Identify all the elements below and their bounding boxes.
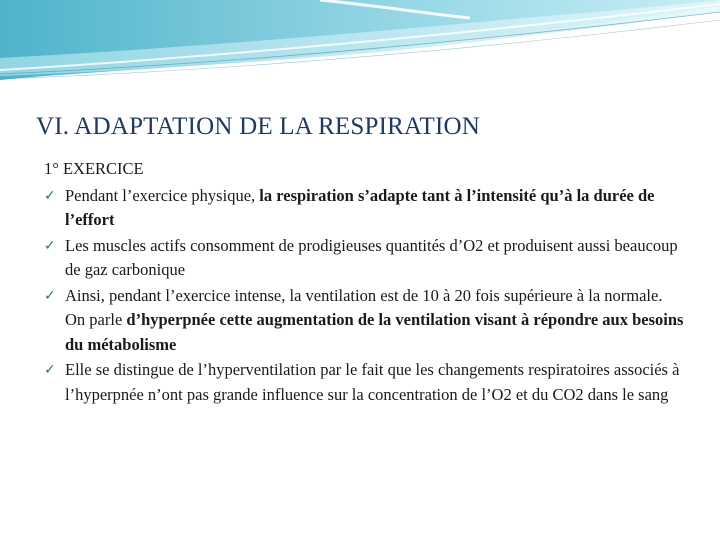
bullet-text: Les muscles actifs consomment de prodigieuses quantités d’O2 et produisent aussi beaucoup de gaz carbonique xyxy=(65,235,678,279)
checkmark-icon: ✓ xyxy=(44,287,56,304)
bullet-bold-text: la respiration s’adapte tant à l’intensité qu’à la durée de l’effort xyxy=(65,185,655,229)
checkmark-icon: ✓ xyxy=(44,237,56,254)
list-item xyxy=(44,358,684,407)
bullet-text: Elle se distingue de l’hyperventilation par le fait que les changements respiratoires associés à l’hyperpnée n’ont pas grande influence sur la concentration de l’O2 et du CO2 dans le sang xyxy=(65,360,680,404)
section-heading: 1° EXERCICE xyxy=(44,159,144,178)
list-item xyxy=(44,284,684,358)
bullet-text: Ainsi, pendant l’exercice intense, la ventilation est de 10 à 20 fois supérieure à la normale. On parle xyxy=(65,285,663,329)
checkmark-icon: ✓ xyxy=(44,362,56,378)
slide-body xyxy=(44,157,684,408)
slide-title: VI. ADAPTATION DE LA RESPIRATION xyxy=(36,113,480,140)
list-item xyxy=(44,184,684,233)
checkmark-icon: ✓ xyxy=(44,187,56,204)
bullet-text: Pendant l’exercice physique, xyxy=(65,185,260,205)
bullet-bold-text: d’hyperpnée cette augmentation de la ventilation visant à répondre aux besoins du métabolisme xyxy=(65,310,684,354)
decorative-header-banner xyxy=(0,0,720,90)
list-item xyxy=(44,234,684,283)
